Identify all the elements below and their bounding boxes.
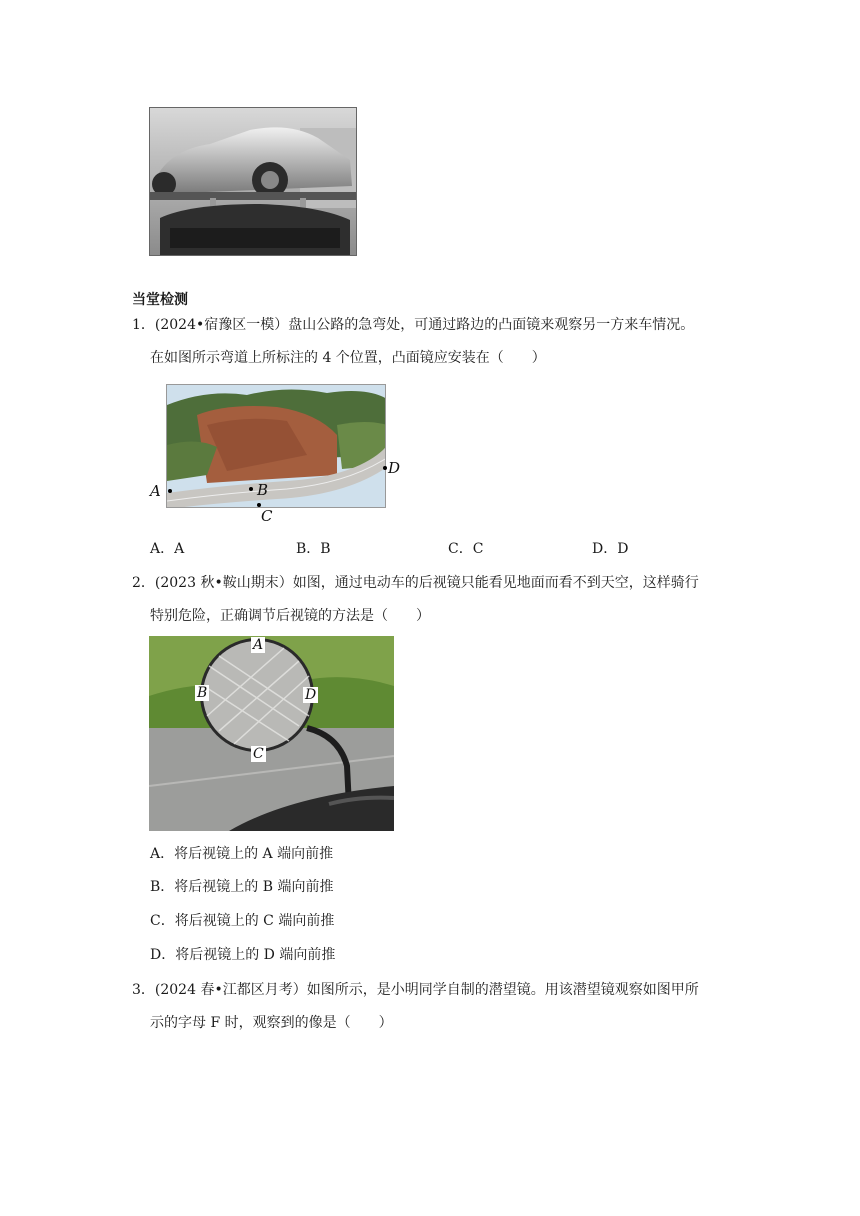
q2-option-b[interactable]: B．将后视镜上的 B 端向前推: [150, 879, 334, 895]
point-d-dot: [383, 466, 387, 470]
point-b-dot: [249, 487, 253, 491]
q1-figure: [146, 384, 406, 524]
q1-line1: 1．(2024•宿豫区一模）盘山公路的急弯处，可通过路边的凸面镜来观察另一方来车情况。: [132, 317, 695, 333]
car-lift-illustration: [150, 108, 357, 256]
q2-line1: 2．(2023 秋•鞍山期末）如图，通过电动车的后视镜只能看见地面而看不到天空，这样骑行: [132, 575, 699, 591]
point-b-label: B: [257, 481, 269, 499]
point-c-label: C: [261, 507, 273, 525]
rearview-mirror-illustration: [149, 636, 394, 831]
q1-option-a[interactable]: A．A: [150, 541, 185, 557]
section-title: 当堂检测: [132, 292, 188, 308]
q1-option-d[interactable]: D．D: [592, 541, 629, 557]
q2-option-a[interactable]: A．将后视镜上的 A 端向前推: [150, 846, 334, 862]
mirror-label-a: A: [253, 637, 264, 653]
q2-option-c[interactable]: C．将后视镜上的 C 端向前推: [150, 913, 335, 929]
mountain-road-photo: [166, 384, 386, 508]
q1-line2: 在如图所示弯道上所标注的 4 个位置，凸面镜应安装在（ ）: [150, 350, 546, 366]
car-lift-photo: [149, 107, 357, 256]
mountain-road-illustration: [167, 385, 386, 508]
mirror-label-d: D: [305, 687, 317, 703]
point-a-label: A: [150, 482, 161, 500]
q1-option-c[interactable]: C．C: [448, 541, 484, 557]
q2-option-d[interactable]: D．将后视镜上的 D 端向前推: [150, 947, 336, 963]
mirror-label-c: C: [253, 746, 264, 762]
q3-line1: 3．(2024 春•江都区月考）如图所示，是小明同学自制的潜望镜。用该潜望镜观察如图甲所: [132, 982, 699, 998]
q1-option-b[interactable]: B．B: [296, 541, 331, 557]
q3-line2: 示的字母 F 时，观察到的像是（ ）: [150, 1015, 393, 1031]
q2-figure: [149, 636, 394, 831]
point-d-label: D: [388, 459, 401, 477]
point-a-dot: [168, 489, 172, 493]
q2-line2: 特别危险，正确调节后视镜的方法是（ ）: [150, 608, 430, 624]
mirror-label-b: B: [197, 685, 208, 701]
